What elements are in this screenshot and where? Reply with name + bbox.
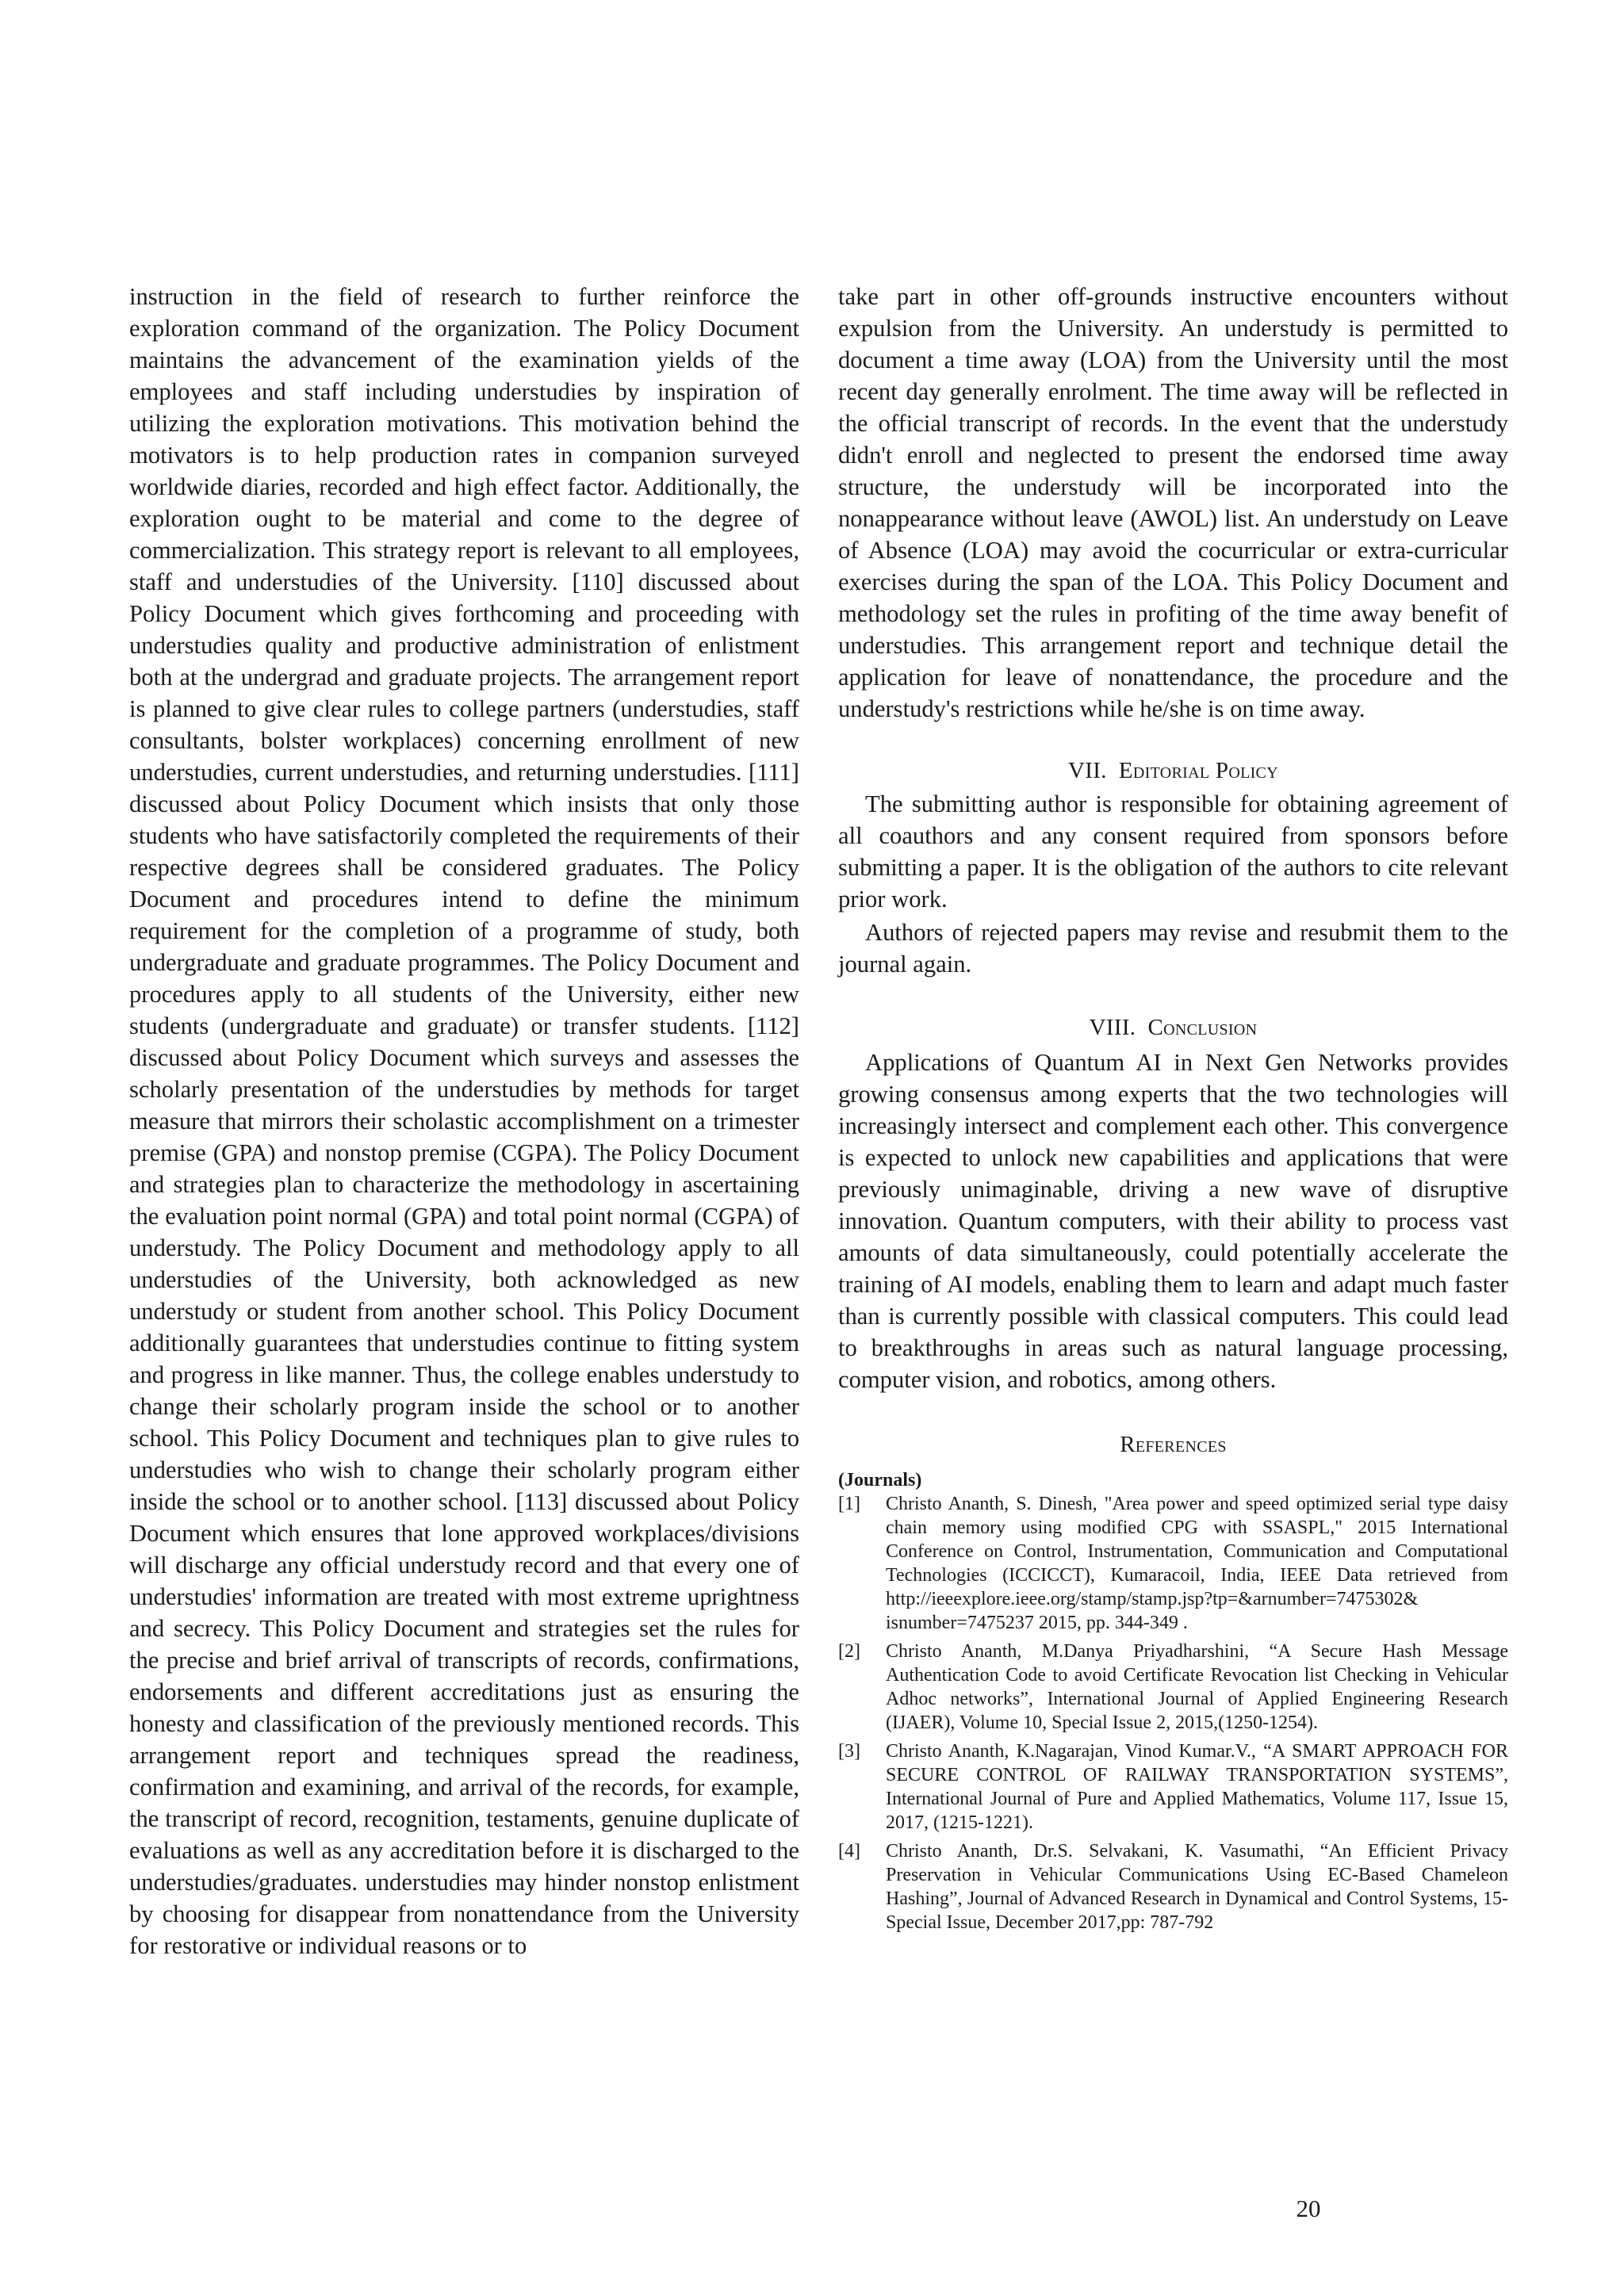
editorial-paragraph-2: Authors of rejected papers may revise and resubmit them to the journal again. [838,919,1508,978]
reference-text: Christo Ananth, Dr.S. Selvakani, K. Vasumathi, “An Efficient Privacy Preservation in Vehicular Communications Using EC-Based Chameleon Hashing”, Journal of Advanced Research in Dynamical and Control Systems, 15-Special Issue, December 2017,pp: 787-792 [886,1841,1508,1933]
reference-text: Christo Ananth, S. Dinesh, "Area power and speed optimized serial type daisy chain memory using modified CPG with SSASPL," 2015 International Conference on Control, Instrumentation, Communication and Computational Technologies (ICCICCT), Kumaracoil, India, IEEE Data retrieved from http://ieeexplore.ieee.org/stamp/stamp.jsp?tp=&arnumber=7475302& isnumber=7475237 2015, pp. 344-349 . [886,1494,1508,1633]
section-title: Conclusion [1147,1015,1258,1040]
editorial-paragraph-1: The submitting author is responsible for obtaining agreement of all coauthors and any consent required from sponsors before submitting a paper. It is the obligation of the authors to cite relevant prior work. [838,790,1508,913]
references-list [838,1468,1508,1934]
section-number: VII. [1068,758,1107,783]
section-heading-editorial-policy [838,755,1508,786]
reference-number: [1] [838,1494,860,1514]
references-heading: References [1120,1432,1227,1457]
reference-item [838,1492,1508,1635]
page-number: 20 [1296,2195,1321,2222]
conclusion-paragraph: Applications of Quantum AI in Next Gen Networks provides growing consensus among experts that the two technologies will increasingly intersect and complement each other. This convergence is expected to unlock new capabilities and applications that were previously unimaginable, driving a new wave of disruptive innovation. Quantum computers, with their ability to process vast amounts of data simultaneously, could potentially accelerate the training of AI models, enabling them to learn and adapt much faster than is currently possible with classical computers. This could lead to breakthroughs in areas such as natural language processing, computer vision, and robotics, among others. [838,1049,1508,1393]
reference-number: [4] [838,1841,860,1862]
references-group-label: (Journals) [838,1470,922,1490]
section-title: Editorial Policy [1118,758,1278,783]
reference-number: [3] [838,1741,860,1762]
reference-item [838,1640,1508,1735]
reference-number: [2] [838,1641,860,1662]
section-heading-conclusion [838,1012,1508,1043]
reference-item [838,1839,1508,1934]
reference-item [838,1739,1508,1835]
body-paragraph: instruction in the field of research to further reinforce the exploration command of the organization. The Policy Document maintains the advancement of the examination yields of the employees and staff including understudies by inspiration of utilizing the exploration motivations. This motivation behind the motivators is to help production rates in companion surveyed worldwide diaries, recorded and high effect factor. Additionally, the exploration ought to be material and come to the degree of commercialization. This strategy report is relevant to all employees, staff and understudies of the University. [110] discussed about Policy Document which gives forthcoming and proceeding with understudies quality and productive administration of enlistment both at the undergrad and graduate projects. The arrangement report is planned to give clear rules to college partners (understudies, staff consultants, bolster workplaces) concerning enrollment of new understudies, current understudies, and returning understudies. [111] discussed about Policy Document which insists that only those students who have satisfactorily completed the requirements of their respective degrees shall be considered graduates. The Policy Document and procedures intend to define the minimum requirement for the completion of a programme of study, both undergraduate and graduate programmes. The Policy Document and procedures apply to all students of the University, either new students (undergraduate and graduate) or transfer students. [112] discussed about Policy Document which surveys and assesses the scholarly presentation of the understudies by methods for target measure that mirrors their scholastic accomplishment on a trimester premise (GPA) and nonstop premise (CGPA). The Policy Document and strategies plan to characterize the methodology in ascertaining the evaluation point normal (GPA) and total point normal (CGPA) of understudy. The Policy Document and methodology apply to all understudies of the University, both acknowledged as new understudy or student from another school. This Policy Document additionally guarantees that understudies continue to fitting system and progress in like manner. Thus, the college enables understudy to change their scholarly program inside the school or to another school. This Policy Document and techniques plan to give rules to understudies who wish to change their scholarly program either inside the school or to another school. [113] discussed about Policy Document which ensures that lone approved workplaces/divisions will discharge any official understudy record and that every one of understudies' information are treated with most extreme uprightness and secrecy. This Policy Document and strategies set the rules for the precise and brief arrival of transcripts of records, confirmations, endorsements and different accreditations just as ensuring the honesty and classification of the previously mentioned records. This arrangement report and techniques spread the readiness, confirmation and examining, and arrival of the records, for example, the transcript of record, recognition, testaments, genuine duplicate of evaluations as well as any accreditation before it is discharged to the understudies/graduates. understudies may hinder nonstop enlistment by choosing for disappear from nonattendance from the University for restorative or individual reasons or to [129,283,799,1959]
reference-text: Christo Ananth, K.Nagarajan, Vinod Kumar.V., “A SMART APPROACH FOR SECURE CONTROL OF RAILWAY TRANSPORTATION SYSTEMS”, International Journal of Pure and Applied Mathematics, Volume 117, Issue 15, 2017, (1215-1221). [886,1741,1508,1833]
right-column [838,281,1508,1934]
section-number: VIII. [1089,1015,1136,1040]
reference-text: Christo Ananth, M.Danya Priyadharshini, “A Secure Hash Message Authentication Code to avoid Certificate Revocation list Checking in Vehicular Adhoc networks”, International Journal of Applied Engineering Research (IJAER), Volume 10, Special Issue 2, 2015,(1250-1254). [886,1641,1508,1733]
left-column [129,281,799,1961]
continued-paragraph: take part in other off-grounds instructive encounters without expulsion from the University. An understudy is permitted to document a time away (LOA) from the University until the most recent day generally enrolment. The time away will be reflected in the official transcript of records. In the event that the understudy didn't enroll and neglected to present the endorsed time away structure, the understudy will be incorporated into the nonappearance without leave (AWOL) list. An understudy on Leave of Absence (LOA) may avoid the cocurricular or extra-curricular exercises during the span of the LOA. This Policy Document and methodology set the rules in profiting of the time away benefit of understudies. This arrangement report and technique detail the application for leave of nonattendance, the procedure and the understudy's restrictions while he/she is on time away. [838,283,1508,722]
